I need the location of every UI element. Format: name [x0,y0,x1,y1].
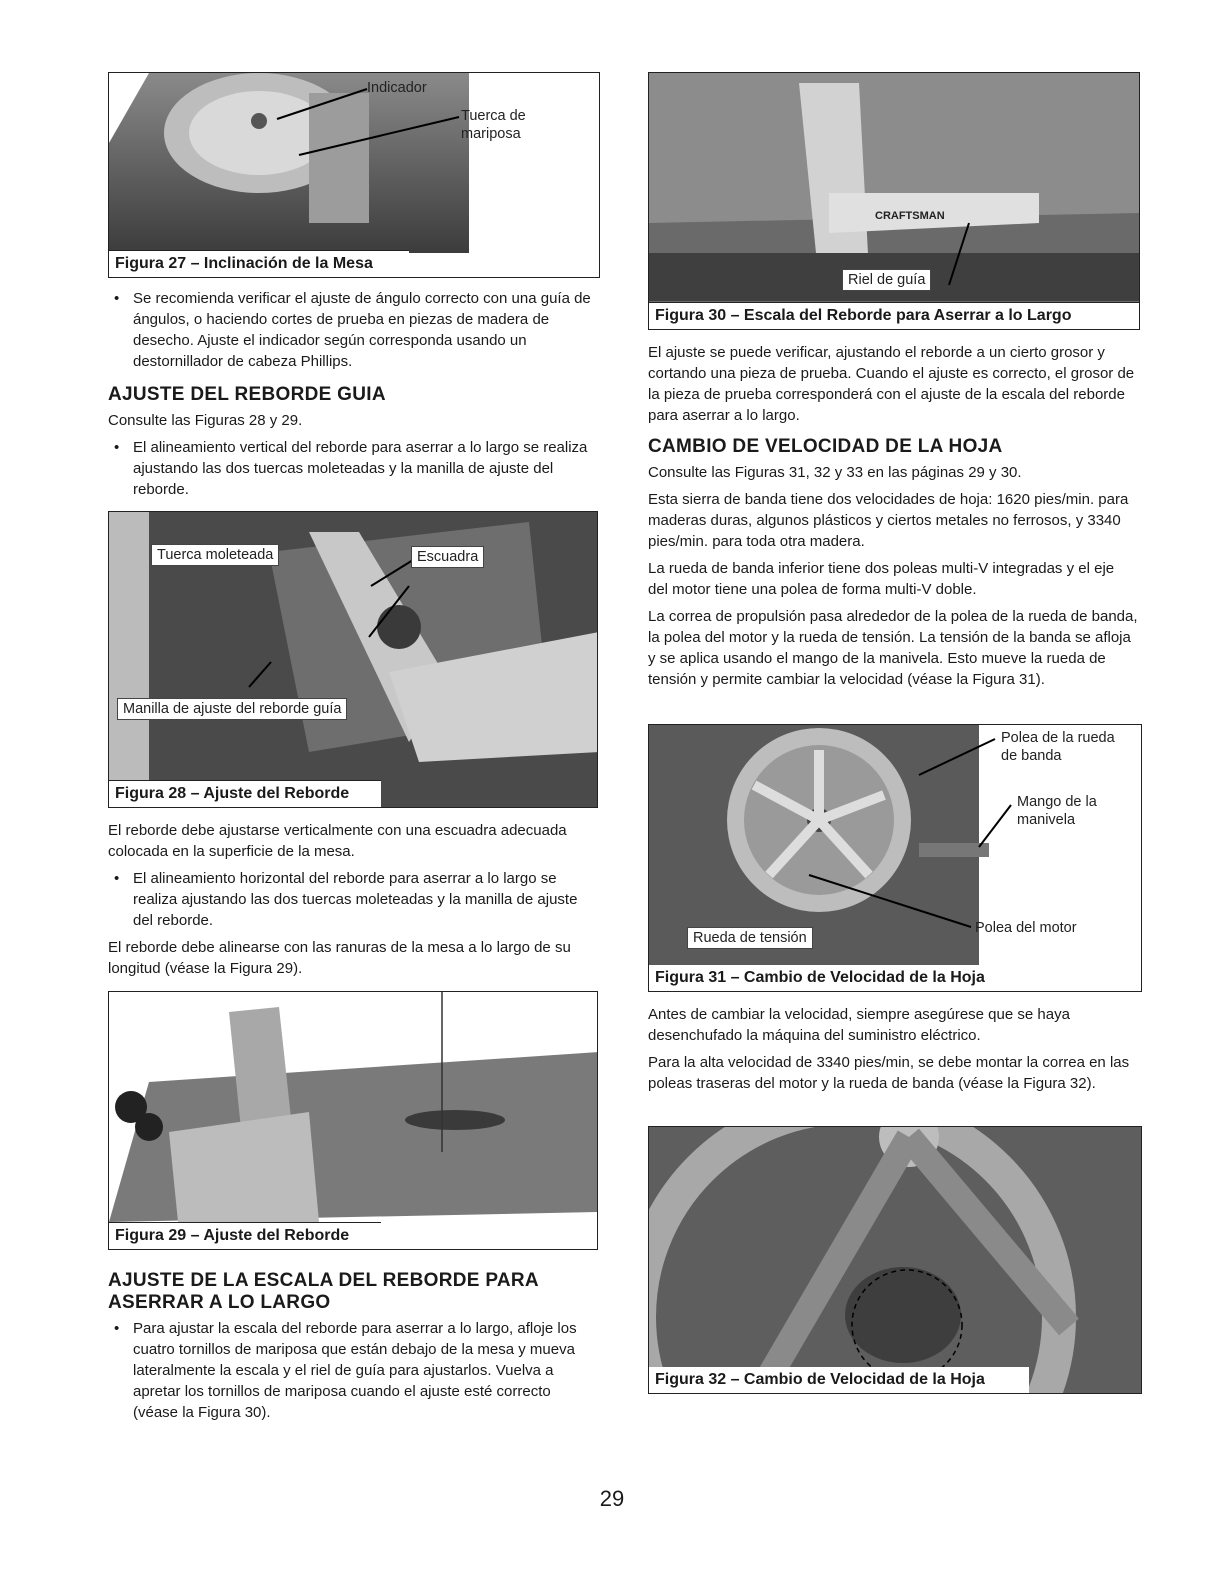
label-mango: Mango de la [1017,794,1097,810]
figure-29-photo [109,992,598,1250]
right-text-1 [648,342,1138,696]
figure-30-caption: Figura 30 – Escala del Reborde para Aserrar a lo Largo [649,302,1139,329]
figure-28 [108,511,598,808]
para-vertical-square: El reborde debe ajustarse verticalmente con una escuadra adecuada colocada en la superficie de la mesa. [108,822,567,860]
label-rueda-tension: Rueda de tensión [687,927,813,949]
para-pulleys: La rueda de banda inferior tiene dos poleas multi-V integradas y el eje del motor tiene una polea de forma multi-V doble. [648,560,1115,598]
heading-ajuste-reborde: AJUSTE DEL REBORDE GUIA [108,384,386,405]
figure-31 [648,724,1142,992]
craftsman-brand-text: CRAFTSMAN [875,210,945,222]
figure-31-caption: Figura 31 – Cambio de Velocidad de la Hoja [649,965,1141,991]
figure-29 [108,991,598,1250]
label-de-banda: de banda [1001,748,1062,764]
ref-figs-31-33: Consulte las Figuras 31, 32 y 33 en las páginas 29 y 30. [648,464,1022,481]
figure-29-caption: Figura 29 – Ajuste del Reborde [109,1222,381,1249]
bullet-horizontal: • El alineamiento horizontal del reborde para aserrar a lo largo se realiza ajustando las dos tuercas moleteadas y la manilla de ajuste del reborde. [108,868,598,931]
figure-27-caption: Figura 27 – Inclinación de la Mesa [109,250,409,277]
para-align-slots: El reborde debe alinearse con las ranuras de la mesa a lo largo de su longitud (véase la Figura 29). [108,939,571,977]
figure-32-caption: Figura 32 – Cambio de Velocidad de la Hoja [649,1367,1029,1393]
heading-ajuste-escala: AJUSTE DE LA ESCALA DEL REBORDE PARA ASERRAR A LO LARGO [108,1270,539,1313]
label-indicador: Indicador [367,80,427,96]
bullet-angle-check: • Se recomienda verificar el ajuste de ángulo correcto con una guía de ángulos, o haciendo cortes de prueba en piezas de madera de desecho. Ajuste el indicador según corresponda usando un destornillador de cabeza Phillips. [108,288,598,372]
label-riel-guia: Riel de guía [842,269,931,291]
label-tuerca: Tuerca de [461,108,526,124]
label-manivela: manivela [1017,812,1076,828]
left-text-3 [108,1270,598,1429]
label-escuadra: Escuadra [411,546,484,568]
para-belt: La correa de propulsión pasa alrededor de la polea de la rueda de banda, la polea del motor y la rueda de tensión. La tensión de la banda se afloja y se aplica usando el mango de la manivela. Esto mueve la rueda de tensión y permite cambiar la velocidad (véase la Figura 31). [648,608,1138,688]
figure-32 [648,1126,1142,1394]
heading-cambio-velocidad: CAMBIO DE VELOCIDAD DE LA HOJA [648,436,1003,457]
label-polea-rueda: Polea de la rueda [1001,730,1115,746]
figure-30-photo [649,73,1140,330]
bullet-vertical: • El alineamiento vertical del reborde para aserrar a lo largo se realiza ajustando las dos tuercas moleteadas y la manilla de ajuste del reborde. [108,437,598,500]
bullet-scale-adjust: • Para ajustar la escala del reborde para aserrar a lo largo, afloje los cuatro tornillos de mariposa que están debajo de la mesa y mueva lateralmente la escala y el riel de guía para ajustarlos. Vuelva a apretar los tornillos de mariposa cuando el ajuste esté correcto (véase la Figura 30). [108,1318,598,1423]
ref-figs-28-29: Consulte las Figuras 28 y 29. [108,412,303,429]
label-tuerca-moleteada: Tuerca moleteada [151,544,279,566]
label-manilla: Manilla de ajuste del reborde guía [117,698,347,720]
figure-32-photo [649,1127,1142,1394]
right-text-2 [648,1004,1138,1100]
figure-28-caption: Figura 28 – Ajuste del Reborde [109,780,381,807]
para-verify: El ajuste se puede verificar, ajustando el reborde a un cierto grosor y cortando una pieza de prueba. Cuando el ajuste es correcto, el grosor de la pieza de prueba corresponderá con el ajuste de la escala del reborde para aserrar a lo largo. [648,344,1135,424]
para-unplug: Antes de cambiar la velocidad, siempre asegúrese que se haya desenchufado la máquina del suministro eléctrico. [648,1006,1070,1044]
figure-27-photo [109,73,600,278]
para-high-speed: Para la alta velocidad de 3340 pies/min, se debe montar la correa en las poleas traseras del motor y la rueda de banda (véase la Figura 32). [648,1054,1130,1092]
left-text-1 [108,288,598,506]
label-mariposa: mariposa [461,126,521,142]
figure-27 [108,72,600,278]
para-speeds: Esta sierra de banda tiene dos velocidades de hoja: 1620 pies/min. para maderas duras, algunos plásticos y ciertos metales no ferrosos, y 3340 pies/min. para toda otra madera. [648,491,1129,550]
figure-31-photo [649,725,1142,992]
page-number: 29 [599,1486,625,1511]
label-polea-motor: Polea del motor [975,920,1077,936]
figure-30 [648,72,1140,330]
left-text-2 [108,820,598,985]
